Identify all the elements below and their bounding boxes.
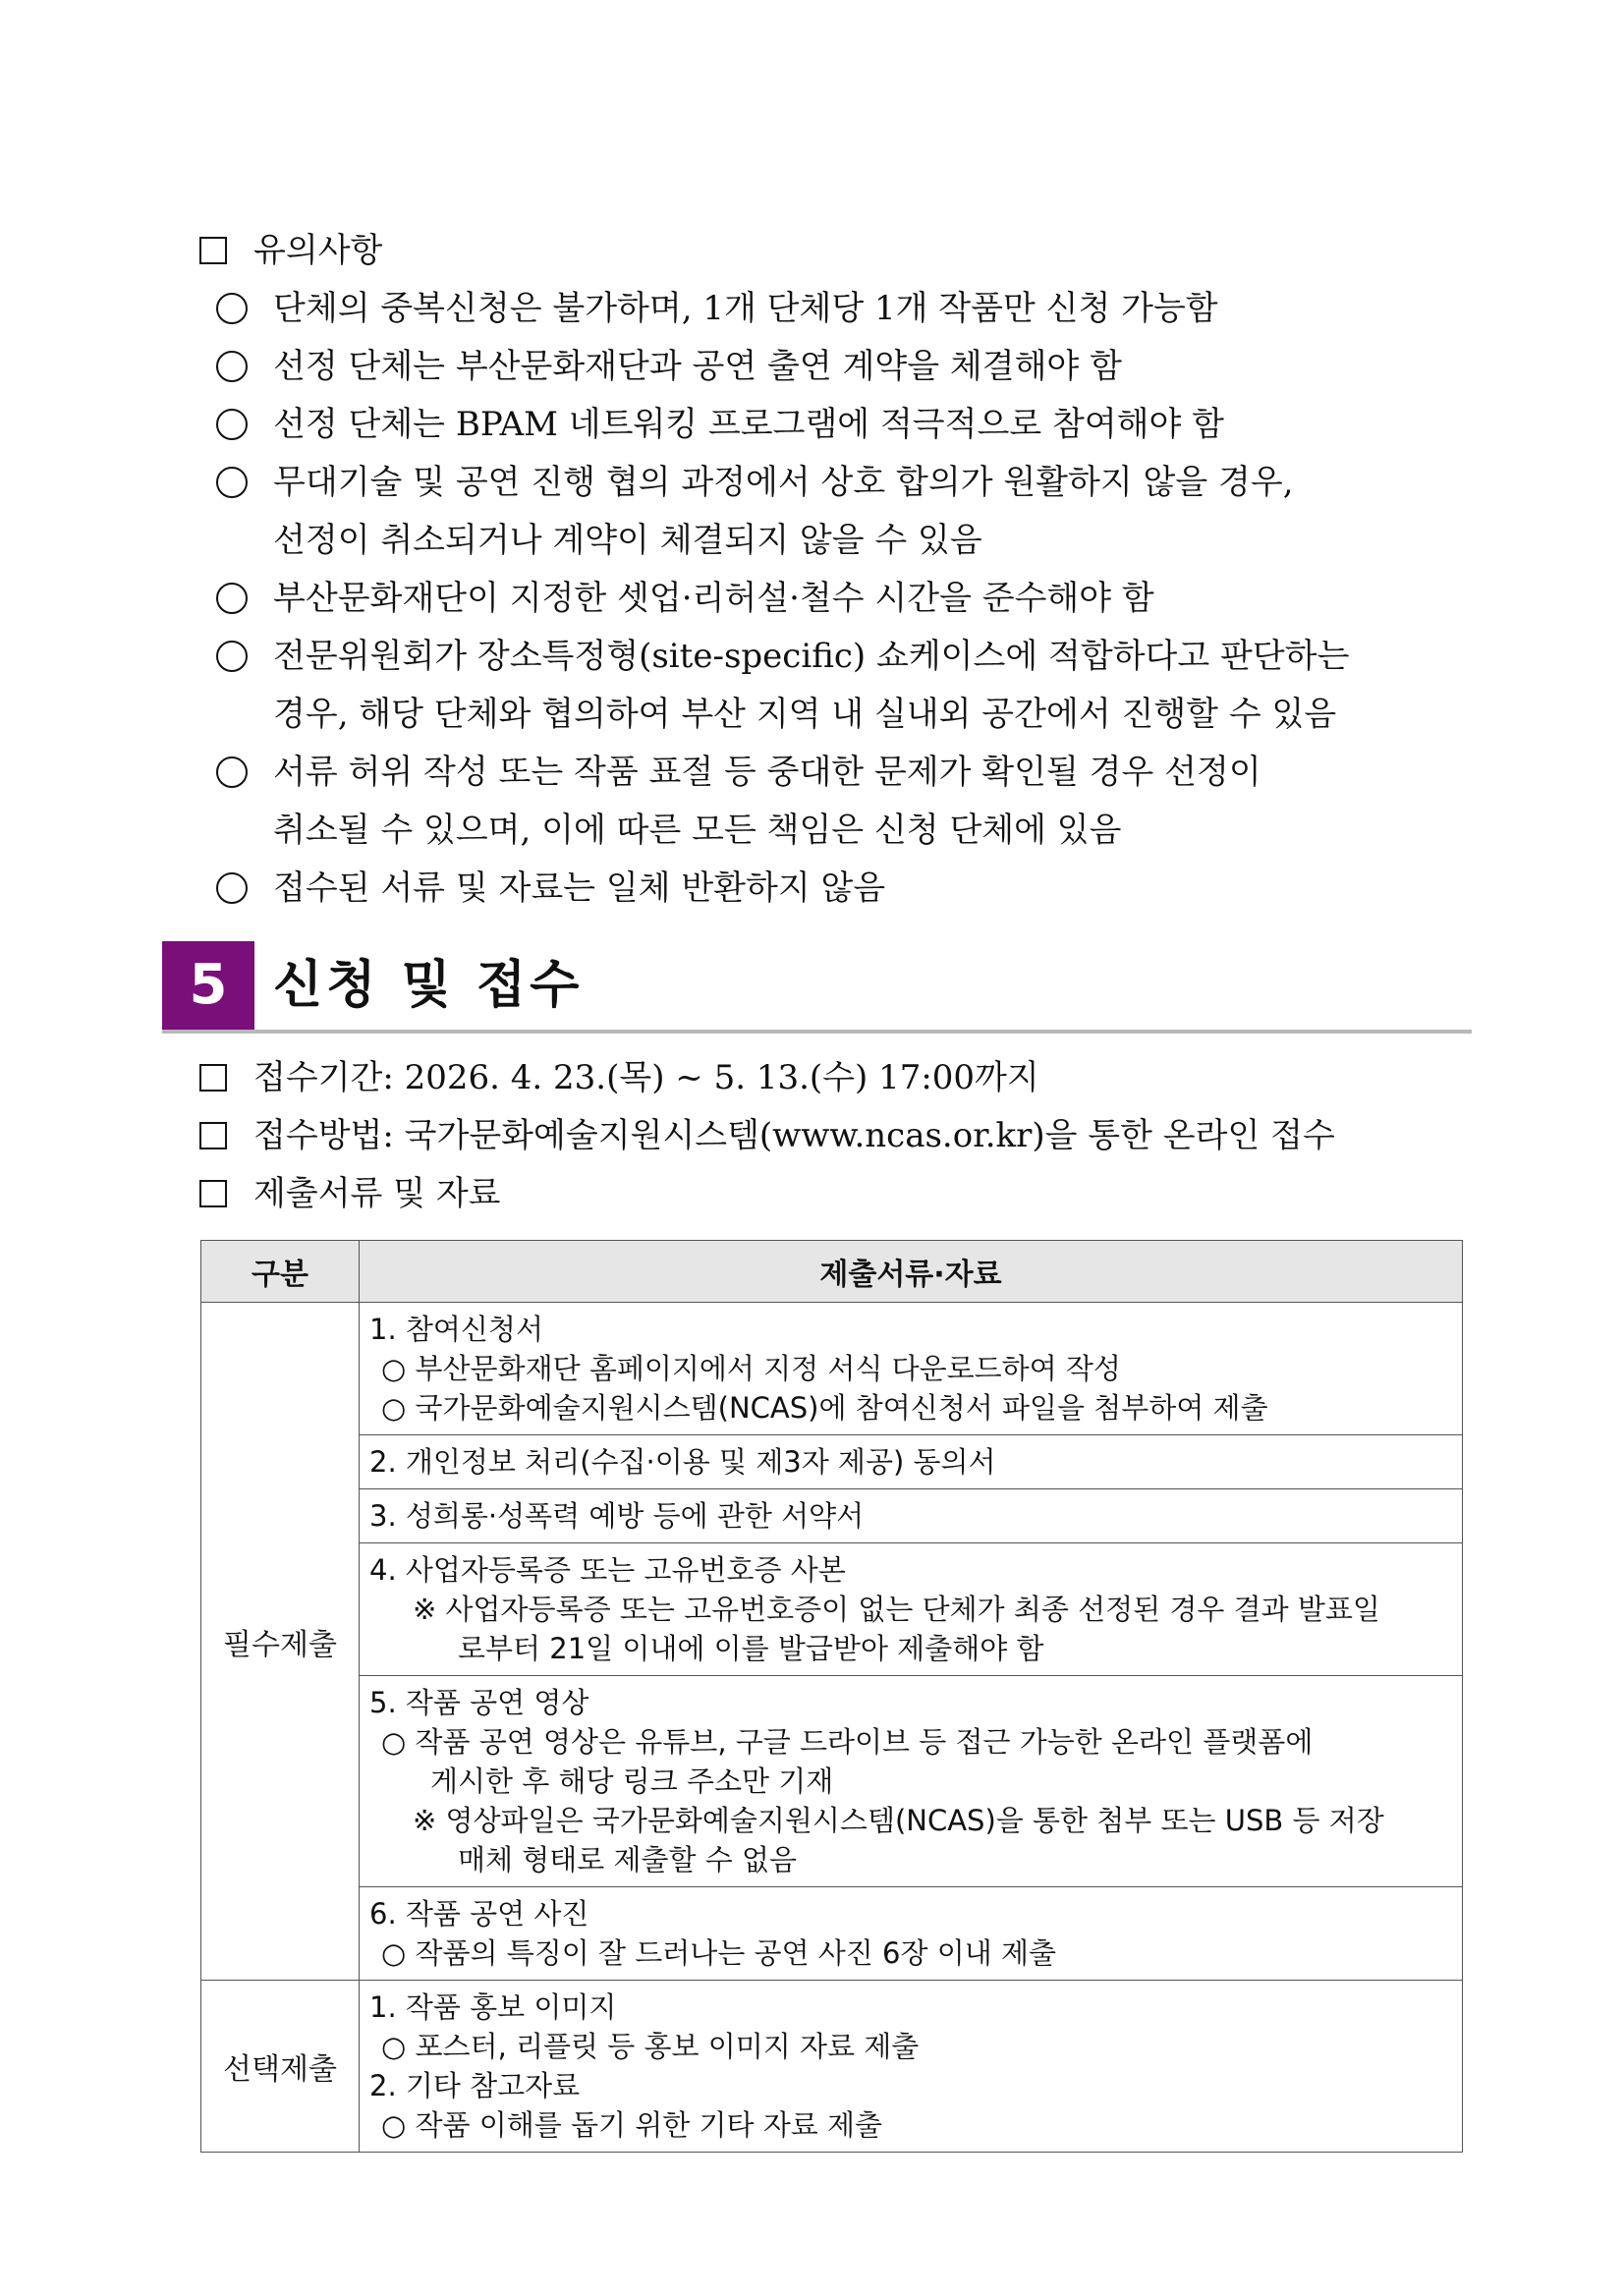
table-row xyxy=(201,1887,1463,1981)
note-item-continuation: 경우, 해당 단체와 협의하여 부산 지역 내 실내외 공간에서 진행할 수 있음 xyxy=(273,695,1337,734)
table-cell: 2. 개인정보 처리(수집·이용 및 제3자 제공) 동의서 xyxy=(360,1435,1463,1489)
note-item: 접수된 서류 및 자료는 일체 반환하지 않음 xyxy=(0,860,1624,917)
note-item: 서류 허위 작성 또는 작품 표절 등 중대한 문제가 확인될 경우 선정이 xyxy=(0,744,1624,801)
table-cell: 3. 성희롱·성폭력 예방 등에 관한 서약서 xyxy=(360,1489,1463,1543)
note-item: 전문위원회가 장소특정형(site-specific) 쇼케이스에 적합하다고 판단하는 xyxy=(0,628,1624,685)
note-item: 부산문화재단이 지정한 셋업·리허설·철수 시간을 준수해야 함 xyxy=(0,570,1624,627)
note-item: 단체의 중복신청은 불가하며, 1개 단체당 1개 작품만 신청 가능함 xyxy=(0,280,1624,337)
checkbox-square-icon xyxy=(199,1180,227,1207)
table-cell: 5. 작품 공연 영상 ○ 작품 공연 영상은 유튜브, 구글 드라이브 등 접근 가능한 온라인 플랫폼에 게시한 후 해당 링크 주소만 기재 ※ 영상파일은 국가문화예술지원시스템(NCAS)을 통한 첨부 또는 USB 등 저장 매체 형태로 제출할 수 없음 xyxy=(360,1676,1463,1887)
documents-heading: 제출서류 및 자료 xyxy=(0,1165,1624,1222)
optional-category-cell: 선택제출 xyxy=(201,1981,360,2153)
column-header-documents: 제출서류·자료 xyxy=(360,1241,1463,1303)
circle-bullet-icon xyxy=(216,872,248,904)
note-item: 무대기술 및 공연 진행 협의 과정에서 상호 합의가 원활하지 않을 경우, xyxy=(0,454,1624,511)
note-item-continuation: 취소될 수 있으며, 이에 따른 모든 책임은 신청 단체에 있음 xyxy=(273,811,1122,850)
table-row xyxy=(201,1981,1463,2153)
circle-bullet-icon xyxy=(216,409,248,440)
circle-bullet-icon xyxy=(216,583,248,614)
table-row xyxy=(201,1489,1463,1543)
section-divider xyxy=(162,1030,1472,1034)
section-title: 신청 및 접수 xyxy=(273,956,584,1015)
circle-bullet-icon xyxy=(216,641,248,672)
note-item-continuation: 선정이 취소되거나 계약이 체결되지 않을 수 있음 xyxy=(273,521,982,560)
circle-bullet-icon xyxy=(216,756,248,788)
table-row xyxy=(201,1303,1463,1435)
circle-bullet-icon xyxy=(216,293,248,324)
table-row xyxy=(201,1676,1463,1887)
table-cell: 4. 사업자등록증 또는 고유번호증 사본 ※ 사업자등록증 또는 고유번호증이 없는 단체가 최종 선정된 경우 결과 발표일 로부터 21일 이내에 이를 발급받아 제출해야 함 xyxy=(360,1543,1463,1676)
application-method: 접수방법: 국가문화예술지원시스템(www.ncas.or.kr)을 통한 온라인 접수 xyxy=(0,1107,1624,1164)
checkbox-square-icon xyxy=(199,237,227,264)
column-header-category: 구분 xyxy=(201,1241,360,1303)
circle-bullet-icon xyxy=(216,351,248,382)
table-cell: 1. 참여신청서 ○ 부산문화재단 홈페이지에서 지정 서식 다운로드하여 작성 ○ 국가문화예술지원시스템(NCAS)에 참여신청서 파일을 첨부하여 제출 xyxy=(360,1303,1463,1435)
table-header-row xyxy=(201,1241,1463,1303)
note-item: 선정 단체는 BPAM 네트워킹 프로그램에 적극적으로 참여해야 함 xyxy=(0,396,1624,453)
notes-heading: 유의사항 xyxy=(0,222,1624,279)
documents-table xyxy=(200,1240,1463,2153)
checkbox-square-icon xyxy=(199,1122,227,1149)
checkbox-square-icon xyxy=(199,1064,227,1092)
table-row xyxy=(201,1435,1463,1489)
table-cell: 6. 작품 공연 사진 ○ 작품의 특징이 잘 드러나는 공연 사진 6장 이내 제출 xyxy=(360,1887,1463,1981)
table-cell: 1. 작품 홍보 이미지 ○ 포스터, 리플릿 등 홍보 이미지 자료 제출 2. 기타 참고자료 ○ 작품 이해를 돕기 위한 기타 자료 제출 xyxy=(360,1981,1463,2153)
note-item: 선정 단체는 부산문화재단과 공연 출연 계약을 체결해야 함 xyxy=(0,338,1624,395)
table-row xyxy=(201,1543,1463,1676)
section-number: 5 xyxy=(162,941,254,1030)
required-category-cell: 필수제출 xyxy=(201,1303,360,1981)
circle-bullet-icon xyxy=(216,467,248,498)
application-period: 접수기간: 2026. 4. 23.(목) ~ 5. 13.(수) 17:00까지 xyxy=(0,1049,1624,1106)
